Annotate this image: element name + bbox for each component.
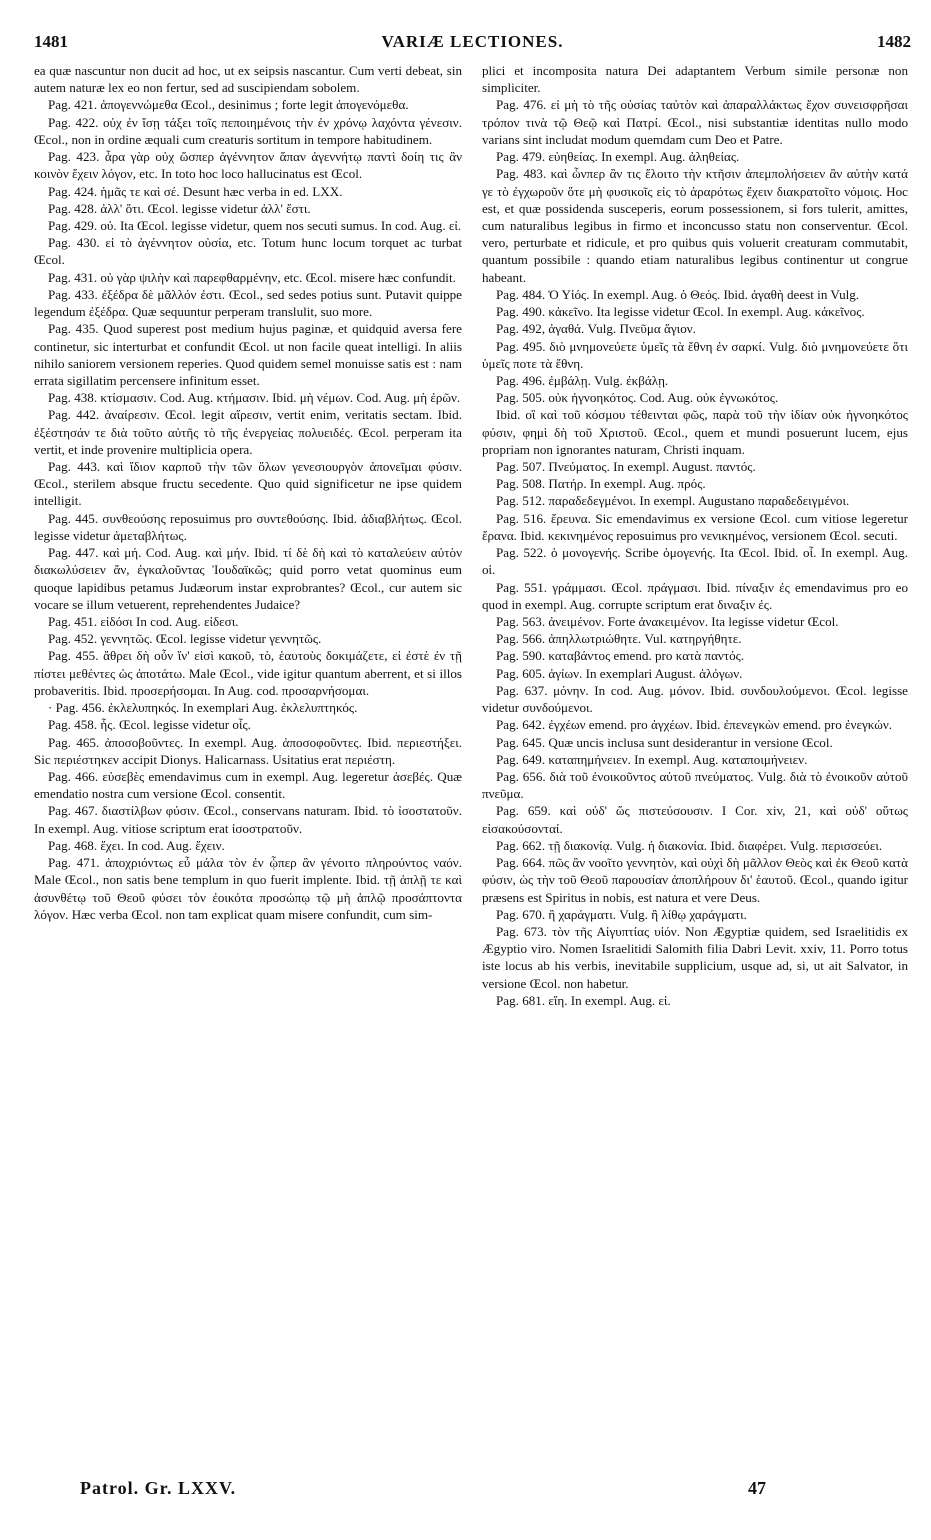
lection-entry: Pag. 645. Quæ uncis inclusa sunt desiderantur in versione Œcol. <box>496 734 833 750</box>
lection-entry: Pag. 495. διὸ μνημονεύετε ὑμεῖς τὰ ἔθνη ἐν σαρκί. Vulg. διὸ μνημονεύετε ὅτι ὑμεῖς ποτε τὰ ἔθνη. <box>482 338 908 371</box>
lection-entry: Pag. 563. ἀνειμένον. Forte ἀνακειμένον. Ita legisse videtur Œcol. <box>496 614 839 629</box>
lection-entry: Pag. 466. εὐσεβὲς emendavimus cum in exempl. Aug. legeretur ἀσεβές. Quæ emendatio nostra cum versione Œcol. consentit. <box>34 768 462 802</box>
left-page-number: 1481 <box>34 32 68 51</box>
lection-entry: Ibid. οἳ καὶ τοῦ κόσμου τέθεινται φῶς, παρὰ τοῦ τὴν ἰδίαν οὐκ ἠγνοηκότος φύσιν, φημὶ δὴ τοῦ Χριστοῦ. Œcol., quem et mundi posuerunt lucem, ejus propriam non ignorantes naturam, Christi inquam. <box>482 407 908 457</box>
lection-entry: Pag. 442. ἀναίρεσιν. Œcol. legit αἵρεσιν, vertit enim, veritatis sectam. Ibid. ἐξέστησάν τε διὰ τοῦτο αὐτῆς τὸ τῆς ἐνεργείας πολυειδές. Œcol. perperam ita vertit, et inde provenire multiplicia opera. <box>34 407 462 457</box>
lection-entry: Pag. 496. ἐμβάλῃ. Vulg. ἐκβάλῃ. <box>496 372 669 388</box>
lection-entry: Pag. 670. ἢ χαράγματι. Vulg. ἢ λίθῳ χαράγματι. <box>496 906 747 922</box>
lection-entry: Pag. 429. οὐ. Ita Œcol. legisse videtur, quem nos secuti sumus. In cod. Aug. εἰ. <box>48 217 462 233</box>
lection-entry: Pag. 673. τὸν τῆς Αἰγυπτίας υἱόν. Non Ægyptiæ quidem, sed Israelitidis ex Ægyptio viro. Nomen Israelitidi Salomith filia Dabri Levit. xxiv, 11. Porro totus iste locus ab his verbis, inevitabile supplicium, usque ad, si, ut ait Salvator, in versione Œcol. non habetur. <box>482 923 908 991</box>
lection-entry: Pag. 428. ἀλλ' ὅτι. Œcol. legisse videtur ἀλλ' ἔστι. <box>48 200 311 216</box>
lection-entry: Pag. 566. ἀπηλλωτριώθητε. Vul. κατηργήθητε. <box>496 631 742 647</box>
page-header <box>34 32 911 56</box>
lection-entry: Pag. 484. Ὁ Υἱός. In exempl. Aug. ὁ Θεός. Ibid. ἀγαθὴ deest in Vulg. <box>496 286 860 302</box>
lection-entry: Pag. 605. ἀγίων. In exemplari August. ἀλόγων. <box>496 665 743 681</box>
lection-entry: Pag. 468. ἔχει. In cod. Aug. ἔχειν. <box>48 837 225 853</box>
lection-entry: Pag. 664. πῶς ἂν νοοῖτο γεννητὸν, καὶ οὐχὶ δὴ μᾶλλον Θεὸς καὶ ἐκ Θεοῦ κατὰ φύσιν, ὡς τὴν τοῦ Θεοῦ παρουσίαν ἀποπλήρουν δι' ἑαυτοῦ. Œcol., quando igitur præsens est Spiritus in nobis, est natura et vere Deus. <box>482 855 908 905</box>
left-column <box>34 62 462 923</box>
lection-entry: Pag. 656. διὰ τοῦ ἐνοικοῦντος αὐτοῦ πνεύματος. Vulg. διὰ τὸ ἐνοικοῦν αὐτοῦ πνεῦμα. <box>482 768 908 802</box>
lection-entry: · Pag. 456. ἐκλελυπηκός. In exemplari Aug. ἐκλελυπτηκός. <box>48 700 358 716</box>
lection-entry: Pag. 516. ἔρευνα. Sic emendavimus ex versione Œcol. cum vitiose legeretur ἔρανα. Ibid. κεκινημένος reposuimus pro νενικημένος, versionem Œcol. secuti. <box>482 510 908 543</box>
lection-entry: Pag. 438. κτίσμασιν. Cod. Aug. κτήμασιν. Ibid. μὴ νέμων. Cod. Aug. μὴ ἐρῶν. <box>48 390 461 406</box>
lection-entry: Pag. 422. οὐχ ἐν ἴσῃ τάξει τοῖς πεποιημένοις τὴν ἐν χρόνῳ λαχόντα γένεσιν. Œcol., non in ordine æquali cum creaturis sortitum in tempore habitudinem. <box>34 114 462 147</box>
lection-entry: Pag. 551. γράμμασι. Œcol. πράγμασι. Ibid. πίναξιν ἐς emendavimus pro eo quod in exempl. Aug. corrupte scriptum erat διναξιν ἐς. <box>482 579 908 612</box>
lection-entry: Pag. 505. οὐκ ἠγνοηκότος. Cod. Aug. οὐκ ἐγνωκότος. <box>496 390 779 406</box>
signature-number: 47 <box>748 1478 766 1498</box>
lection-entry: Pag. 659. καὶ οὐδ' ὥς πιστεύσουσιν. I Cor. xiv, 21, καὶ οὐδ' οὕτως εἰσακούσονταί. <box>482 803 908 836</box>
lection-entry: Pag. 423. ἆρα γὰρ οὐχ ὥσπερ ἀγέννητον ἅπαν ἀγεννήτῳ παντὶ δοίη τις ἂν κοινὸν ἔχειν λόγον, etc. In toto hoc loco hallucinatus est Œcol. <box>34 149 462 182</box>
volume-signature: Patrol. Gr. LXXV. <box>80 1478 237 1498</box>
lection-entry: Pag. 681. εἴη. In exempl. Aug. εἰ. <box>496 992 671 1008</box>
lection-entry: Pag. 433. ἐξέδρα δὲ μᾶλλόν ἐστι. Œcol., sed sedes potius sunt. Putavit quippe legendum ἐξέδρα. Quæ sequuntur perperam translulit, suo more. <box>34 286 462 320</box>
lection-entry: Pag. 492, ἀγαθά. Vulg. Πνεῦμα ἅγιον. <box>496 321 696 337</box>
right-page-number: 1482 <box>877 32 911 51</box>
lection-entry: Pag. 424. ἡμᾶς τε καὶ σέ. Desunt hæc verba in ed. LXX. <box>48 183 343 199</box>
lection-entry: Pag. 451. εἰδόσι In cod. Aug. εἰδεσι. <box>48 614 239 629</box>
right-column <box>482 62 908 1009</box>
lection-entry: plici et incomposita natura Dei adaptantem Verbum simile personæ non simpliciter. <box>482 63 908 96</box>
lection-entry: Pag. 465. ἀποσοβοῦντες. In exempl. Aug. ἀποσοφοῦντες. Ibid. περιεστήξει. Sic περιέστηκεν accipit Dionys. Halicarnass. Usitatius erat περιέστη. <box>34 734 462 767</box>
lection-entry: Pag. 662. τῇ διακονίᾳ. Vulg. ἡ διακονία. Ibid. διαφέρει. Vulg. περισσεύει. <box>496 837 883 853</box>
lection-entry: Pag. 522. ὁ μονογενής. Scribe ὁμογενής. Ita Œcol. Ibid. οἷ. In exempl. Aug. οἱ. <box>482 545 908 578</box>
lection-entry: Pag. 430. εἰ τὸ ἀγέννητον οὐσία, etc. Totum hunc locum torquet ac turbat Œcol. <box>34 235 462 268</box>
lection-entry: Pag. 642. ἐγχέων emend. pro ἀγχέων. Ibid. ἐπενεγκὼν emend. pro ἐνεγκών. <box>496 717 893 733</box>
lection-entry: Pag. 471. ἀποχριόντως εὖ μάλα τὸν ἐν ᾧπερ ἂν γένοιτο πληρούντος ναόν. Male Œcol., non satis bene templum in quo fuerit implente. Ibid. τῇ ἁπλῇ τε καὶ ἀσυνθέτῳ τοῦ Θεοῦ φύσει τὸν ἐοικότα προσώπῳ τῷ μὴ ἁπλῷ προσάπτοντα λόγον. Hæc verba Œcol. non tam explicat quam misere confundit, cum sim- <box>34 855 462 922</box>
lection-entry: Pag. 447. καὶ μή. Cod. Aug. καὶ μήν. Ibid. τί δὲ δὴ καὶ τὸ καταλεύειν αὐτὸν διακωλύσειεν ἄν, ἐγκαλοῦντας Ἰουδαϊκῶς; quid porro vetat quominus eum quoque lapidibus petamus Judæorum instar exprobrantes? Œcol., cur autem sic vocare se illum vetuerent, reprehendentes Judaice? <box>34 545 462 612</box>
lection-entry: Pag. 507. Πνεύματος. In exempl. August. παντός. <box>496 459 756 475</box>
lection-entry: ea quæ nascuntur non ducit ad hoc, ut ex seipsis nascantur. Cum verti debeat, sin autem naturæ lex eo non fertur, sed ad suscipiendam sobolem. <box>34 63 462 96</box>
lection-entry: Pag. 649. καταπημήνειεν. In exempl. Aug. καταποιμήνειεν. <box>496 751 808 767</box>
lection-entry: Pag. 479. εὐηθείας. In exempl. Aug. ἀληθείας. <box>496 149 740 165</box>
lection-entry: Pag. 512. παραδεδεγμένοι. In exempl. Augustano παραδεδειγμένοι. <box>496 493 850 509</box>
lection-entry: Pag. 443. καὶ ἴδιον καρποῦ τὴν τῶν ὅλων γενεσιουργὸν ἀπονεῖμαι φύσιν. Œcol., sterilem absque fructu secedente. Quo quid significetur ne ipse quidem intelligit. <box>34 459 462 509</box>
lection-entry: Pag. 431. οὐ γὰρ ψιλὴν καὶ παρεφθαρμένην, etc. Œcol. misere hæc confundit. <box>48 269 456 285</box>
lection-entry: Pag. 508. Πατήρ. In exempl. Aug. πρός. <box>496 476 706 492</box>
lection-entry: Pag. 490. κἀκεῖνο. Ita legisse videtur Œcol. In exempl. Aug. κἀκεῖνος. <box>496 304 865 320</box>
lection-entry: Pag. 476. εἰ μὴ τὸ τῆς οὐσίας ταὐτὸν καὶ ἀπαραλλάκτως ἔχον συνεισφρῆσαι τρόπον τινὰ τῷ Θεῷ καὶ Πατρί. Œcol., nisi substantiæ identitas nullo modo varians sint includat modum quemdam cum Deo et Patre. <box>482 97 908 147</box>
lection-entry: Pag. 435. Quod superest post medium hujus paginæ, et quidquid aversa fere continetur, sic interturbat et confundit Œcol. ut non facile queat intelligi. In aliis nihilo saniorem versionem reperies. Quod quidem semel monuisse satis est : nam errata sigillatim percensere infinitum esset. <box>34 321 462 388</box>
lection-entry: Pag. 421. ἀπογεννώμεθα Œcol., desinimus ; forte legit ἀπογενόμεθα. <box>48 97 409 113</box>
lection-entry: Pag. 483. καὶ ὧνπερ ἂν τις ἕλοιτο τὴν κτῆσιν ἀπεμπολήσειεν ἂν αὐτὴν κατά γε τὸ ἐγχωροῦν ὅτε μὴ φυσικοῖς εἰς τὸ ἀραρότως ἔχειν διακρατοῖτο νόμοις. Hoc est, et quæ possidenda susceperis, eorum possessionem, si fors tulerit, amittes, cum naturalibus legibus in firmo et inconcusso statu non conserventur. Œcol. vero, perturbate et ridicule, et pro quibus quis voluerit creaturam commutabit, quantum possibile : quando etiam naturalibus legibus continentur ut congrue habeant. <box>482 166 908 285</box>
lection-entry: Pag. 452. γεννητῶς. Œcol. legisse videtur γεννητῶς. <box>48 631 322 647</box>
lection-entry: Pag. 458. ἧς. Œcol. legisse videtur οἷς. <box>48 717 251 733</box>
lection-entry: Pag. 455. ἄθρει δὴ οὖν ἵν' εἰσὶ κακοῦ, τὸ, ἑαυτοὺς δοκιμάζετε, εἰ ἐστὲ ἐν τῇ πίστει μεθέντες ὡς ἀποτάτω. Male Œcol., vide igitur quantum aberrent, et si illos probaveritis. Ibid. προσερήσομαι. In Aug. cod. προσαρνήσομαι. <box>34 648 462 698</box>
running-title: VARIÆ LECTIONES. <box>381 32 564 51</box>
lection-entry: Pag. 590. καταβάντος emend. pro κατὰ παντός. <box>496 648 745 664</box>
lection-entry: Pag. 637. μόνην. In cod. Aug. μόνον. Ibid. συνδουλούμενοι. Œcol. legisse videtur συνδούμενοι. <box>482 682 908 716</box>
lection-entry: Pag. 467. διαστίλβων φύσιν. Œcol., conservans naturam. Ibid. τὸ ἰσοστατοῦν. In exempl. Aug. vitiose scriptum erat ἰσοστρατοῦν. <box>34 803 462 836</box>
lection-entry: Pag. 445. συνθεούσης reposuimus pro συντεθούσης. Ibid. ἀδιαβλήτως. Œcol. legisse videtur ἀμεταβλήτως. <box>34 510 462 543</box>
